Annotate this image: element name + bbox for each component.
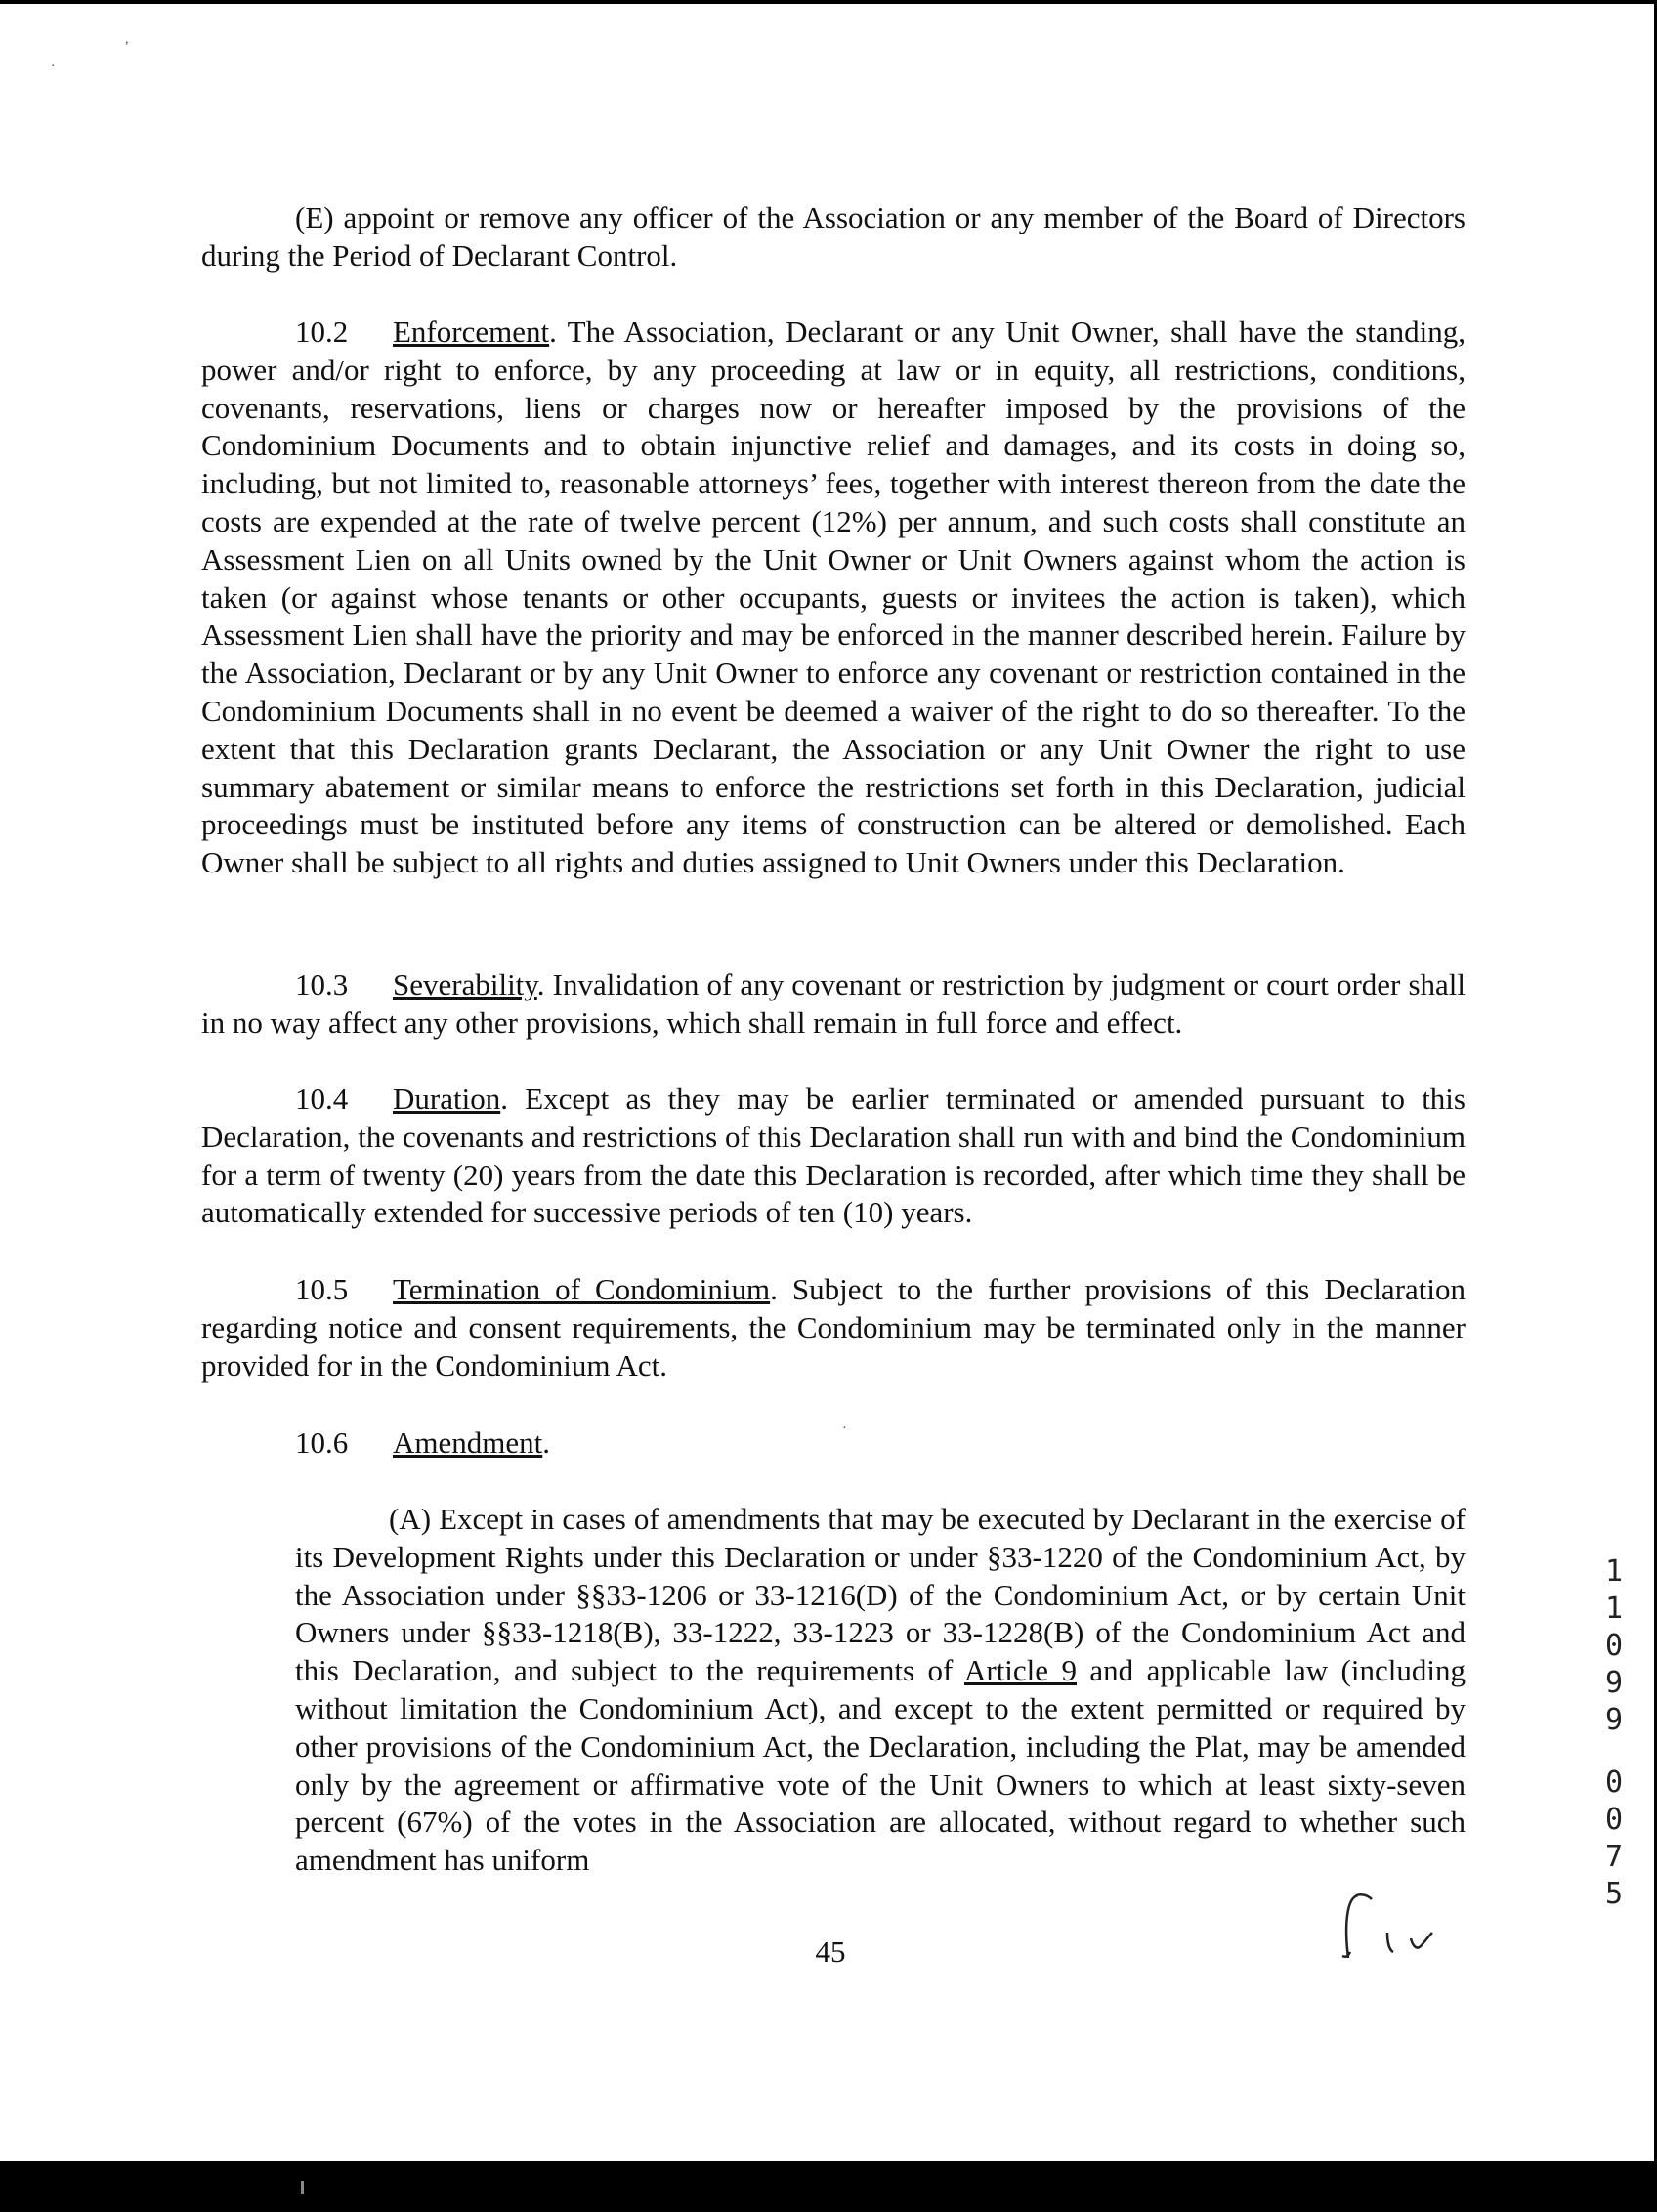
- section-number: 10.5: [295, 1272, 349, 1306]
- paragraph-e: [201, 199, 1466, 276]
- initials-signature: [1338, 1888, 1456, 1966]
- section-body: . Subject to the further provisions of this Declaration regarding notice and consent requirements, the Condominium may be terminated only in the manner provided for in the Condominium Act.: [201, 1272, 1466, 1382]
- scan-speck: ·: [51, 60, 56, 74]
- section-heading: Amendment: [393, 1425, 543, 1460]
- stamp-digit: 9: [1604, 1666, 1624, 1700]
- stamp-gap: [1594, 1739, 1634, 1765]
- stamp-digit: 7: [1604, 1840, 1624, 1874]
- scan-mark: [301, 2181, 304, 2194]
- section-number: 10.3: [295, 967, 349, 1001]
- stamp-digit: 0: [1604, 1629, 1624, 1663]
- section-number: 10.6: [295, 1425, 349, 1460]
- section-number: 10.2: [295, 315, 349, 349]
- page-number: 45: [815, 1935, 846, 1969]
- section-10-2: [201, 314, 1466, 882]
- scan-speck: ·: [842, 1422, 847, 1436]
- stamp-digit: 5: [1604, 1877, 1624, 1911]
- section-heading: Duration: [393, 1082, 501, 1116]
- section-body: . Except as they may be earlier terminated or amended pursuant to this Declaration, the covenants and restrictions of this Declaration shall run with and bind the Condominium for a term of twenty (20) years from the date this Declaration is recorded, after which time they shall be automatically extended for successive periods of ten (10) years.: [201, 1082, 1466, 1230]
- section-body: .: [542, 1425, 550, 1460]
- section-number: 10.4: [295, 1082, 349, 1116]
- section-10-5: [201, 1271, 1466, 1384]
- section-10-6: [201, 1422, 1466, 1463]
- article-9-reference: Article 9: [963, 1653, 1077, 1688]
- paragraph-a-text-2: and applicable law (including without limitation the Condominium Act), and except to the extent permitted or required by other provisions of the Condominium Act, the Declaration, including the Plat, may be amended only by the agreement or affirmative vote of the Unit Owners to which at least sixty-seven percent (67%) of the votes in the Association are allocated, without regard to whether such amendment has uniform: [295, 1653, 1466, 1878]
- section-heading: Termination of Condominium: [393, 1272, 771, 1306]
- margin-stamp: [1594, 1553, 1634, 1913]
- stamp-digit: 1: [1604, 1554, 1624, 1589]
- stamp-digit: 9: [1604, 1703, 1624, 1737]
- scan-bottom-band: [0, 2161, 1657, 2212]
- section-heading: Severability: [393, 967, 537, 1001]
- section-10-3: [201, 966, 1466, 1042]
- paragraph-a-text-1: (A) Except in cases of amendments that may be executed by Declarant in the exercise of its Development Rights under this Declaration or under §33-1220 of the Condominium Act, by the Association under §§33-1206 or 33-1216(D) of the Condominium Act, or by certain Unit Owners under §§33-1218(B), 33-1222, 33-1223 or 33-1228(B) of the Condominium Act and this Declaration, and subject to the requirements of: [295, 1502, 1466, 1688]
- stamp-digit: 0: [1604, 1803, 1624, 1837]
- scan-top-edge: [0, 0, 1657, 4]
- stamp-digit: 1: [1604, 1592, 1624, 1626]
- stamp-digit: 0: [1604, 1765, 1624, 1800]
- paragraph-e-text: (E) appoint or remove any officer of the Association or any member of the Board of Directors during the Period of Declarant Control.: [201, 200, 1466, 273]
- section-heading: Enforcement: [393, 315, 550, 349]
- section-body: . Invalidation of any covenant or restriction by judgment or court order shall in no way affect any other provisions, which shall remain in full force and effect.: [201, 967, 1466, 1040]
- scan-speck: ,: [125, 32, 129, 47]
- paragraph-a: [295, 1501, 1466, 1880]
- section-body: . The Association, Declarant or any Unit Owner, shall have the standing, power and/or right to enforce, by any proceeding at law or in equity, all restrictions, conditions, covenants, reservations, liens or charges now or hereafter imposed by the provisions of the Condominium Documents and to obtain injunctive relief and damages, and its costs in doing so, including, but not limited to, reasonable attorneys’ fees, together with interest thereon from the date the costs are expended at the rate of twelve percent (12%) per annum, and such costs shall constitute an Assessment Lien on all Units owned by the Unit Owner or Unit Owners against whom the action is taken (or against whose tenants or other occupants, guests or invitees the action is taken), which Assessment Lien shall have the priority and may be enforced in the manner described herein. Failure by the Association, Declarant or by any Unit Owner to enforce any covenant or restriction contained in the Condominium Documents shall in no event be deemed a waiver of the right to do so thereafter. To the extent that this Declaration grants Declarant, the Association or any Unit Owner the right to use summary abatement or similar means to enforce the restrictions set forth in this Declaration, judicial proceedings must be instituted before any items of construction can be altered or demolished. Each Owner shall be subject to all rights and duties assigned to Unit Owners under this Declaration.: [201, 315, 1466, 880]
- section-10-4: [201, 1081, 1466, 1232]
